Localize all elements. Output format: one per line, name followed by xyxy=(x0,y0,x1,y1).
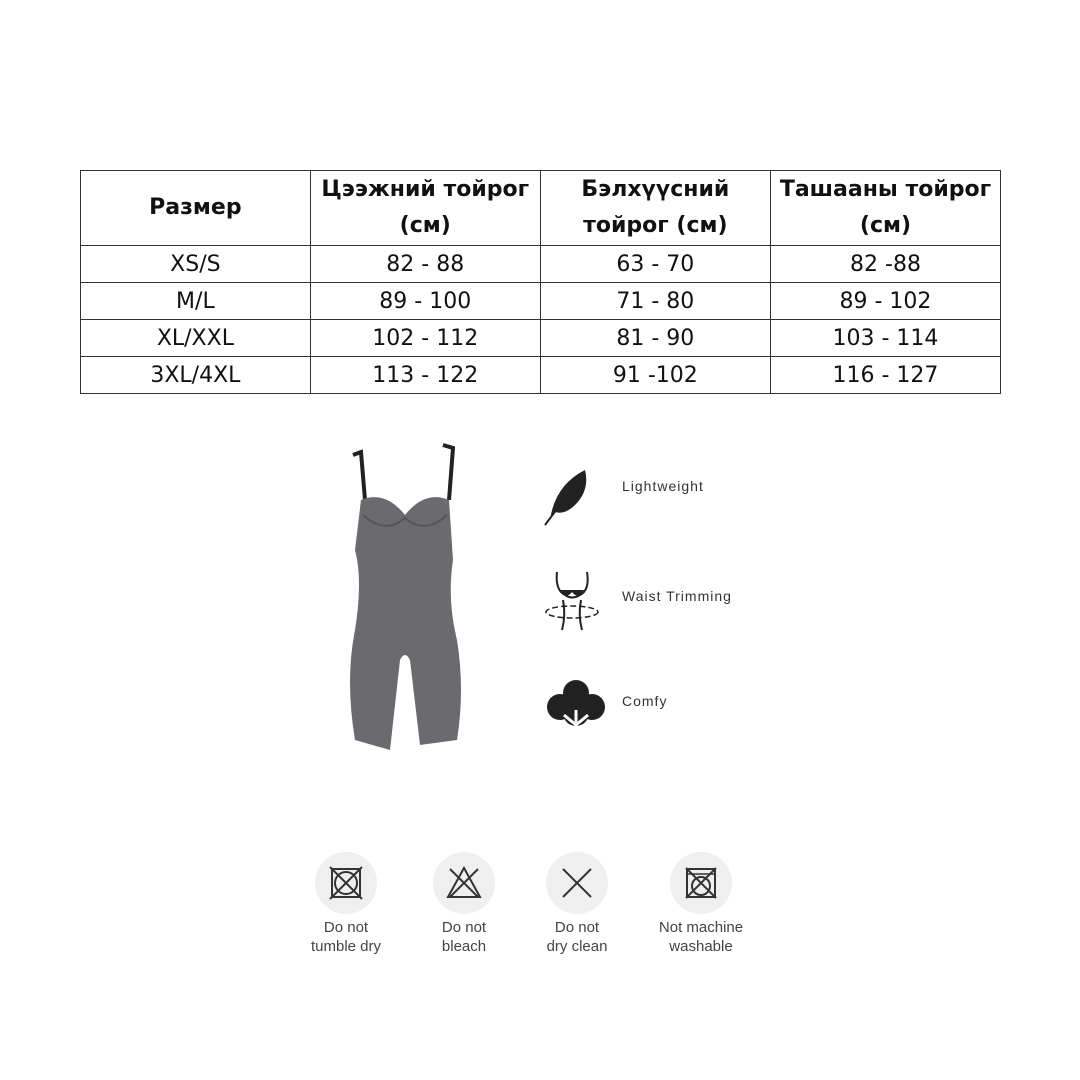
cell: 89 - 102 xyxy=(770,283,1000,320)
cell: 82 -88 xyxy=(770,246,1000,283)
waist-icon xyxy=(530,560,610,640)
cell: 91 -102 xyxy=(540,357,770,394)
table-header-row xyxy=(81,171,1001,246)
cell: 71 - 80 xyxy=(540,283,770,320)
feather-icon xyxy=(530,450,610,530)
cell: 89 - 100 xyxy=(310,283,540,320)
feature-waist-trimming xyxy=(520,555,780,645)
feature-label: Lightweight xyxy=(622,478,704,494)
cell: M/L xyxy=(81,283,311,320)
size-table xyxy=(80,170,1001,394)
bodysuit-image xyxy=(325,440,485,765)
care-label: dry clean xyxy=(546,938,608,955)
table-row xyxy=(81,320,1001,357)
care-not-machine-washable xyxy=(641,852,761,956)
care-label: washable xyxy=(669,938,733,955)
feature-label: Comfy xyxy=(622,693,668,709)
cell: 113 - 122 xyxy=(310,357,540,394)
care-label: Do not xyxy=(554,919,600,936)
no-machine-wash-icon xyxy=(681,863,721,903)
care-label: Do not xyxy=(323,919,369,936)
cell: XS/S xyxy=(81,246,311,283)
care-no-dry-clean xyxy=(517,852,637,956)
care-label: Not machine xyxy=(658,919,744,936)
header-size: Размер xyxy=(81,171,311,246)
cell: XL/XXL xyxy=(81,320,311,357)
cotton-icon xyxy=(530,665,610,745)
cell: 3XL/4XL xyxy=(81,357,311,394)
header-hip: Ташааны тойрог (см) xyxy=(770,171,1000,246)
table-row xyxy=(81,357,1001,394)
feature-label: Waist Trimming xyxy=(622,588,732,604)
table-row xyxy=(81,246,1001,283)
care-no-bleach xyxy=(404,852,524,956)
feature-lightweight xyxy=(520,445,780,535)
no-dry-clean-icon xyxy=(557,863,597,903)
feature-comfy xyxy=(520,660,780,750)
no-bleach-icon xyxy=(444,863,484,903)
care-label: bleach xyxy=(441,938,487,955)
cell: 103 - 114 xyxy=(770,320,1000,357)
cell: 102 - 112 xyxy=(310,320,540,357)
care-label: tumble dry xyxy=(310,938,382,955)
header-waist: Бэлхүүсний тойрог (см) xyxy=(540,171,770,246)
cell: 82 - 88 xyxy=(310,246,540,283)
cell: 63 - 70 xyxy=(540,246,770,283)
no-tumble-dry-icon xyxy=(326,863,366,903)
table-row xyxy=(81,283,1001,320)
cell: 116 - 127 xyxy=(770,357,1000,394)
care-label: Do not xyxy=(441,919,487,936)
care-no-tumble-dry xyxy=(286,852,406,956)
cell: 81 - 90 xyxy=(540,320,770,357)
header-chest: Цээжний тойрог (см) xyxy=(310,171,540,246)
